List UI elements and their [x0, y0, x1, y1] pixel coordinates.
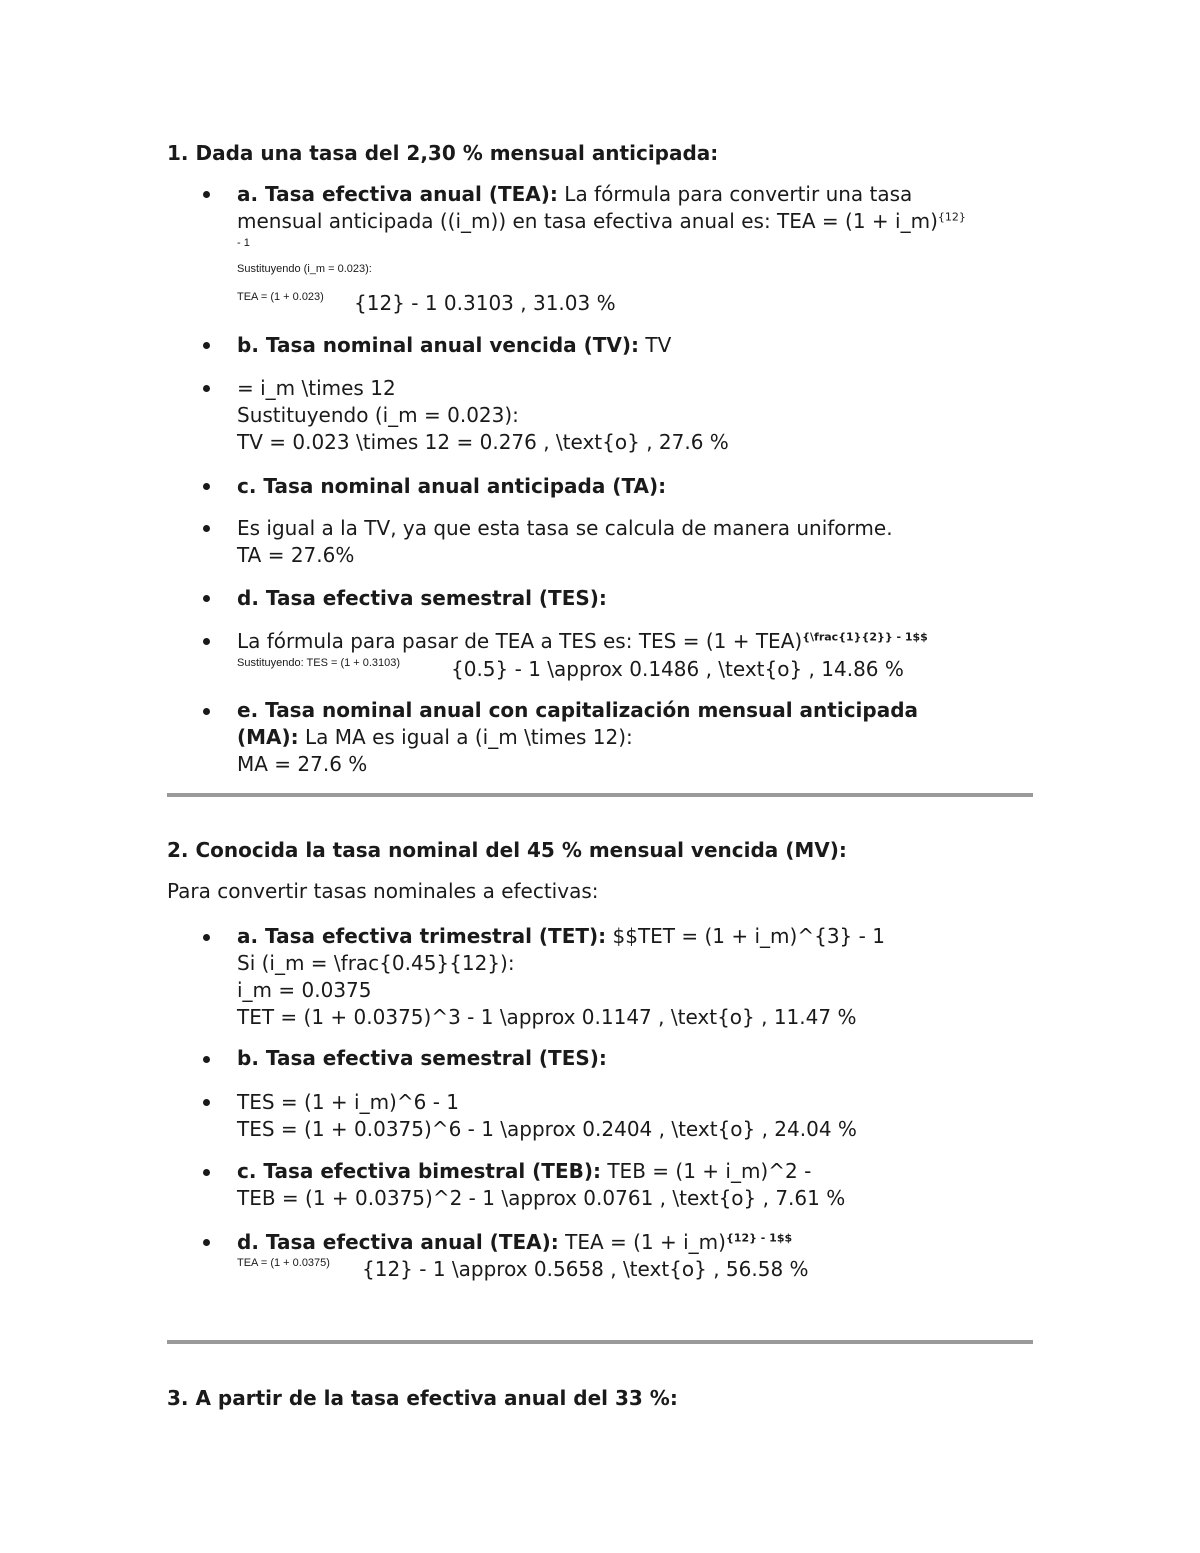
q1-b2-line2: Sustituyendo (i_m = 0.023): [237, 403, 519, 427]
q2-c-line2: TEB = (1 + 0.0375)^2 - 1 \approx 0.0761 , \text{o} , 7.61 % [237, 1186, 846, 1210]
q1-a-text3: - 1 [237, 237, 250, 249]
q2-b2-line1: TES = (1 + i_m)^6 - 1 [237, 1090, 460, 1114]
q2-d-sup: {12} - 1$$ [725, 1231, 793, 1245]
q1-d2-line1 [237, 628, 928, 655]
q2-a-line2: Si (i_m = \frac{0.45}{12}): [237, 951, 515, 975]
q1-b-text: TV [639, 333, 672, 357]
horizontal-rule [167, 793, 1033, 797]
bullet [203, 934, 210, 941]
q2-b2-line2: TES = (1 + 0.0375)^6 - 1 \approx 0.2404 , \text{o} , 24.04 % [237, 1117, 857, 1141]
q2-c-label: c. Tasa efectiva bimestral (TEB): [237, 1159, 601, 1183]
q1-e-text: La MA es igual a (i_m \times 12): [298, 725, 633, 749]
q2-c-text: TEB = (1 + i_m)^2 - [600, 1159, 812, 1183]
q1-a-text2: mensual anticipada ((i_m)) en tasa efectiva anual es: TEA = (1 + i_m) [237, 209, 938, 233]
q2-a-line3: i_m = 0.0375 [237, 978, 372, 1002]
q1-a-sub1: Sustituyendo (i_m = 0.023): [237, 263, 372, 275]
q2-d-label: d. Tasa efectiva anual (TEA): [237, 1230, 559, 1254]
bullet [203, 342, 210, 349]
q1-e-label2: (MA): [237, 725, 299, 749]
q1-heading: 1. Dada una tasa del 2,30 % mensual anticipada: [167, 141, 719, 165]
q1-a-sup: {12} [937, 210, 966, 224]
bullet [203, 638, 210, 645]
bullet [203, 595, 210, 602]
q1-d-label: d. Tasa efectiva semestral (TES): [237, 586, 607, 610]
q1-c2-line2: TA = 27.6% [237, 543, 355, 567]
q2-b-label: b. Tasa efectiva semestral (TES): [237, 1046, 607, 1070]
bullet [203, 525, 210, 532]
q1-a-text4: {12} - 1 0.3103 , 31.03 % [354, 291, 616, 315]
bullet [203, 191, 210, 198]
bullet [203, 483, 210, 490]
q2-d-text: TEA = (1 + i_m) [558, 1230, 726, 1254]
q1-b2-line3: TV = 0.023 \times 12 = 0.276 , \text{o} , 27.6 % [237, 430, 729, 454]
q1-a-line2 [237, 208, 966, 235]
q2-a-line4: TET = (1 + 0.0375)^3 - 1 \approx 0.1147 , \text{o} , 11.47 % [237, 1005, 857, 1029]
q2-c-line1 [237, 1158, 811, 1185]
q1-e-label1: e. Tasa nominal anual con capitalización mensual anticipada [237, 698, 919, 722]
q1-a-text1: La fórmula para convertir una tasa [557, 182, 913, 206]
q1-e-line2 [237, 724, 633, 751]
q1-a-label: a. Tasa efectiva anual (TEA): [237, 182, 558, 206]
q2-a-text: $$TET = (1 + i_m)^{3} - 1 [606, 924, 885, 948]
q2-a-label: a. Tasa efectiva trimestral (TET): [237, 924, 607, 948]
q1-b-line [237, 332, 671, 359]
q2-a-line1 [237, 923, 885, 950]
bullet [203, 1056, 210, 1063]
q1-a-sub2: TEA = (1 + 0.023) [237, 291, 324, 303]
q2-d-sub: TEA = (1 + 0.0375) [237, 1257, 330, 1269]
bullet [203, 1169, 210, 1176]
q1-d2-sup: {\frac{1}{2}} - 1$$ [802, 630, 928, 644]
q1-e-line3: MA = 27.6 % [237, 752, 368, 776]
q2-heading: 2. Conocida la tasa nominal del 45 % mensual vencida (MV): [167, 838, 847, 862]
q2-d-line2: {12} - 1 \approx 0.5658 , \text{o} , 56.58 % [362, 1257, 809, 1281]
q1-c2-line1: Es igual a la TV, ya que esta tasa se calcula de manera uniforme. [237, 516, 893, 540]
q1-d2-sub: Sustituyendo: TES = (1 + 0.3103) [237, 657, 401, 669]
bullet [203, 1099, 210, 1106]
q2-d-line1 [237, 1229, 792, 1256]
q1-a-line1 [237, 181, 912, 208]
horizontal-rule [167, 1340, 1033, 1344]
q3-heading: 3. A partir de la tasa efectiva anual del 33 %: [167, 1386, 678, 1410]
q2-intro: Para convertir tasas nominales a efectivas: [167, 879, 599, 903]
q1-b-label: b. Tasa nominal anual vencida (TV): [237, 333, 640, 357]
q1-d2-line2: {0.5} - 1 \approx 0.1486 , \text{o} , 14.86 % [451, 657, 904, 681]
q1-c-label: c. Tasa nominal anual anticipada (TA): [237, 474, 667, 498]
bullet [203, 385, 210, 392]
bullet [203, 708, 210, 715]
bullet [203, 1239, 210, 1246]
q1-b2-line1: = i_m \times 12 [237, 376, 396, 400]
q1-d2-text: La fórmula para pasar de TEA a TES es: TES = (1 + TEA) [237, 629, 803, 653]
